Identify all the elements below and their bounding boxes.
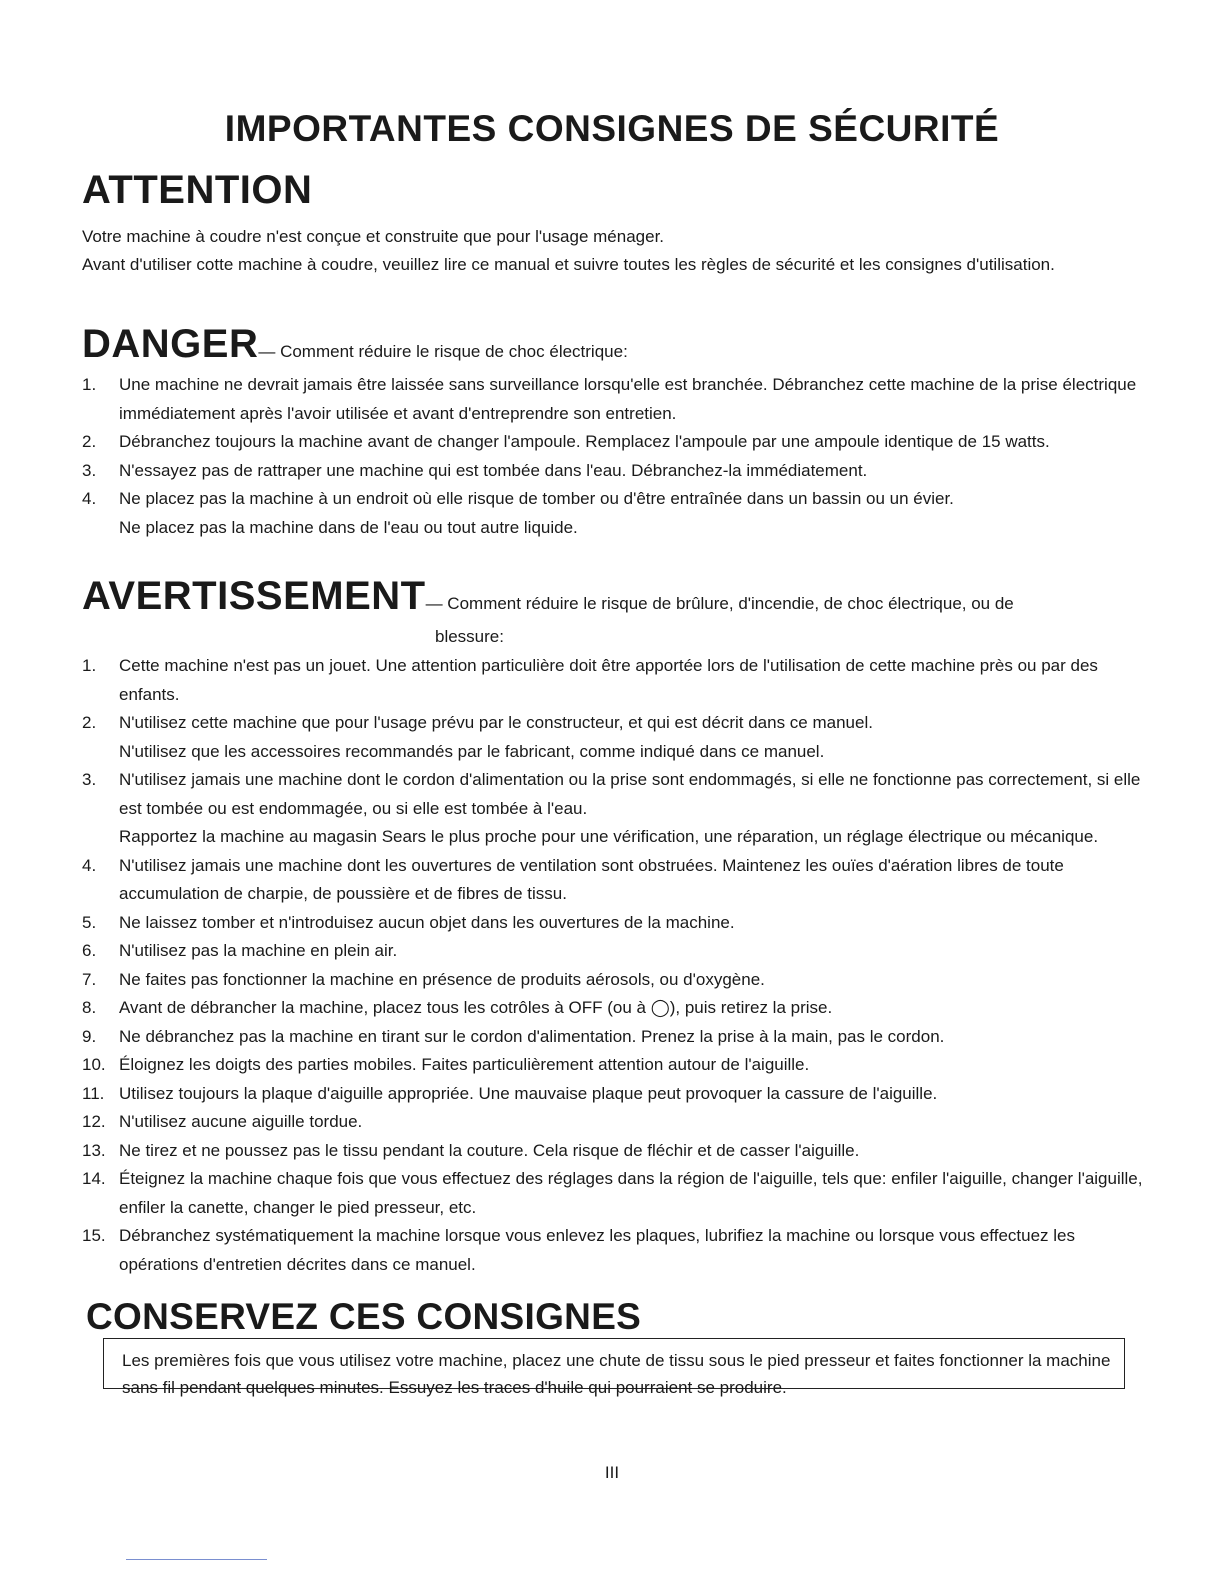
list-item — [82, 709, 1152, 766]
list-item — [82, 457, 1152, 486]
item-number: 2. — [82, 713, 97, 732]
list-item — [82, 485, 1152, 542]
item-text: N'utilisez jamais une machine dont les ouvertures de ventilation sont obstruées. Maintenez les ouïes d'aération libres de toute accumulation de charpie, de poussière et de fibres de tissu. — [119, 855, 1064, 903]
list-item — [82, 766, 1152, 852]
item-number: 8. — [82, 998, 97, 1017]
item-text: Ne faites pas fonctionner la machine en présence de produits aérosols, ou d'oxygène. — [119, 969, 765, 989]
list-item — [82, 1165, 1152, 1222]
list-item — [82, 852, 1152, 909]
page-number: III — [604, 1463, 620, 1482]
page-title: IMPORTANTES CONSIGNES DE SÉCURITÉ — [224, 108, 1000, 149]
item-number: 3. — [82, 770, 97, 789]
item-text: Éteignez la machine chaque fois que vous effectuez des réglages dans la région de l'aiguille, tels que: enfiler l'aiguille, changer l'aiguille, enfiler la canette, changer le pied presseur, etc. — [119, 1169, 1143, 1217]
item-text: N'utilisez cette machine que pour l'usage prévu par le constructeur, et qui est décrit dans ce manuel. — [119, 713, 873, 732]
list-item — [82, 1222, 1152, 1279]
item-number: 5. — [82, 912, 97, 932]
notice-box — [103, 1338, 1125, 1397]
avertissement-heading — [82, 574, 1014, 619]
item-text: N'essayez pas de rattraper une machine qui est tombée dans l'eau. Débranchez-la immédiatement. — [119, 460, 868, 480]
notice-text: Les premières fois que vous utilisez votre machine, placez une chute de tissu sous le pied presseur et faites fonctionner la machine sans fil pendant quelques minutes. Essuyez les traces d'huile qui pourraient se produire. — [122, 1351, 1111, 1397]
list-item — [82, 994, 1152, 1023]
item-number: 3. — [82, 460, 97, 480]
item-number: 12. — [82, 1112, 106, 1131]
item-text: Ne placez pas la machine à un endroit où elle risque de tomber ou d'être entraînée dans un bassin ou un évier. — [119, 489, 954, 508]
item-number: 4. — [82, 489, 97, 508]
item-text: Ne laissez tomber et n'introduisez aucun objet dans les ouvertures de la machine. — [119, 912, 735, 932]
item-text: Utilisez toujours la plaque d'aiguille appropriée. Une mauvaise plaque peut provoquer la cassure de l'aiguille. — [119, 1083, 938, 1103]
item-number: 10. — [82, 1055, 106, 1074]
item-text: Cette machine n'est pas un jouet. Une attention particulière doit être apportée lors de l'utilisation de cette machine près ou par des enfants. — [119, 656, 1098, 704]
danger-title: DANGER — [82, 322, 259, 366]
list-item — [82, 937, 1152, 966]
item-text: Débranchez systématiquement la machine lorsque vous enlevez les plaques, lubrifiez la machine ou lorsque vous effectuez les opérations d'entretien décrites dans ce manuel. — [119, 1226, 1075, 1274]
item-text: Débranchez toujours la machine avant de changer l'ampoule. Remplacez l'ampoule par une ampoule identique de 15 watts. — [119, 432, 1050, 451]
danger-subtitle: — Comment réduire le risque de choc électrique: — [258, 342, 628, 361]
item-text: Rapportez la machine au magasin Sears le plus proche pour une vérification, une réparation, un réglage électrique ou mécanique. — [119, 827, 1099, 846]
avertissement-list — [82, 652, 1152, 1279]
attention-heading: ATTENTION — [82, 168, 313, 212]
item-number: 11. — [82, 1083, 105, 1103]
item-text: Éloignez les doigts des parties mobiles. Faites particulièrement attention autour de l'aiguille. — [119, 1055, 810, 1074]
list-item — [82, 428, 1152, 457]
list-item — [82, 1023, 1152, 1052]
avertissement-subtitle: — Comment réduire le risque de brûlure, d'incendie, de choc électrique, ou de — [425, 594, 1014, 613]
attention-line-1: Votre machine à coudre n'est conçue et construite que pour l'usage ménager. — [82, 227, 665, 246]
list-item — [82, 909, 1152, 938]
list-item — [82, 371, 1152, 428]
list-item — [82, 1051, 1152, 1080]
item-number: 6. — [82, 941, 97, 960]
footer-rule — [126, 1559, 267, 1560]
item-text: Une machine ne devrait jamais être laissée sans surveillance lorsqu'elle est branchée. Débranchez cette machine de la prise électrique immédiatement après l'avoir utilisée et avant d'entreprendre son entretien. — [119, 375, 1137, 423]
item-number: 13. — [82, 1140, 106, 1160]
list-item — [82, 1108, 1152, 1137]
item-text: N'utilisez que les accessoires recommandés par le fabricant, comme indiqué dans ce manuel. — [119, 741, 825, 761]
conservez-heading: CONSERVEZ CES CONSIGNES — [86, 1296, 642, 1337]
item-number: 14. — [82, 1169, 106, 1188]
item-number: 4. — [82, 855, 97, 875]
item-text: N'utilisez pas la machine en plein air. — [119, 941, 398, 960]
item-number: 15. — [82, 1226, 106, 1245]
list-item — [82, 652, 1152, 709]
item-number: 7. — [82, 969, 97, 989]
list-item — [82, 966, 1152, 995]
list-item — [82, 1080, 1152, 1109]
avertissement-subtitle-cont: blessure: — [435, 627, 504, 646]
danger-heading — [82, 322, 628, 367]
list-item — [82, 1137, 1152, 1166]
item-number: 1. — [82, 375, 97, 394]
danger-list — [82, 371, 1152, 542]
avertissement-title: AVERTISSEMENT — [82, 574, 426, 618]
item-text: Ne placez pas la machine dans de l'eau ou tout autre liquide. — [119, 517, 578, 537]
item-number: 2. — [82, 432, 97, 451]
item-text: N'utilisez jamais une machine dont le cordon d'alimentation ou la prise sont endommagés, si elle ne fonctionne pas correctement, si elle est tombée ou est endommagée, ou si elle est tombée à l'eau. — [119, 770, 1141, 818]
item-text: Avant de débrancher la machine, placez tous les cotrôles à OFF (ou à ◯), puis retirez la prise. — [119, 998, 833, 1017]
item-number: 9. — [82, 1026, 97, 1046]
item-text: Ne débranchez pas la machine en tirant sur le cordon d'alimentation. Prenez la prise à la main, pas le cordon. — [119, 1026, 945, 1046]
item-text: N'utilisez aucune aiguille tordue. — [119, 1112, 363, 1131]
attention-line-2: Avant d'utiliser cotte machine à coudre, veuillez lire ce manual et suivre toutes les règles de sécurité et les consignes d'utilisation. — [82, 255, 1055, 274]
item-text: Ne tirez et ne poussez pas le tissu pendant la couture. Cela risque de fléchir et de casser l'aiguille. — [119, 1140, 860, 1160]
item-number: 1. — [82, 656, 97, 675]
